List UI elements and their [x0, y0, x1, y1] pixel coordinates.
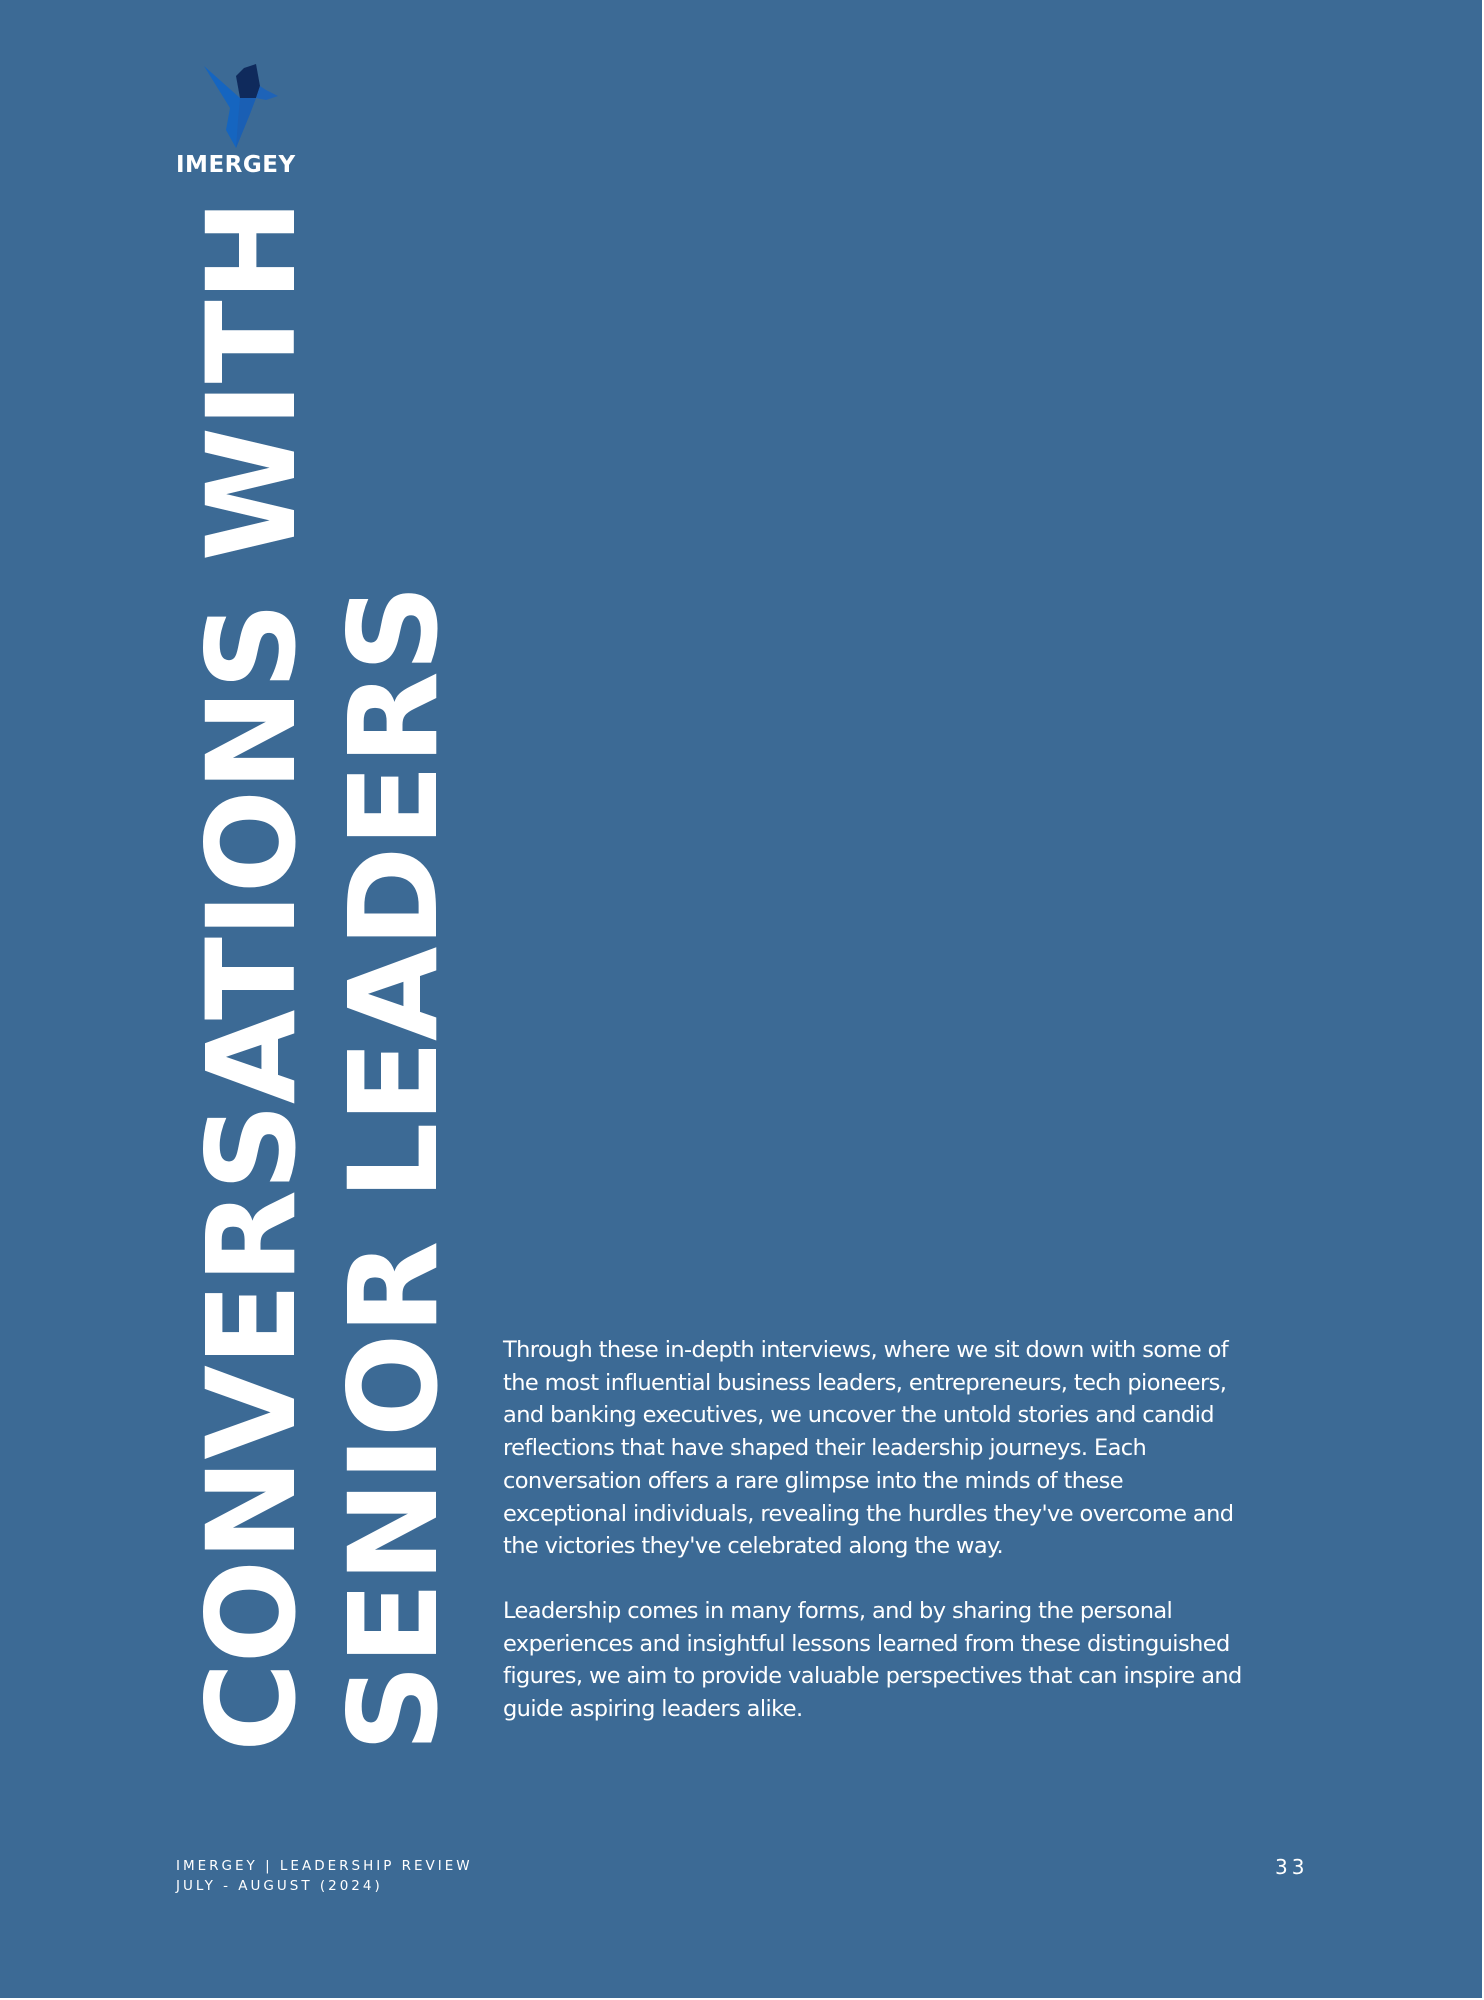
article-headline	[181, 200, 465, 1752]
footer-issue-date: JULY - AUGUST (2024)	[176, 1878, 383, 1894]
headline-line-1: CONVERSATIONS WITH	[181, 200, 323, 1752]
intro-paragraph-1: Through these in-depth interviews, where we sit down with some of the most influential business leaders, entrepreneurs, tech pioneers, and banking executives, we uncover the untold stories and candid reflections that have shaped their leadership journeys. Each conversation offers a rare glimpse into the minds of these exceptional individuals, revealing the hurdles they've overcome and the victories they've celebrated along the way.	[503, 1337, 1234, 1560]
footer-publication-name: IMERGEY | LEADERSHIP REVIEW	[176, 1858, 473, 1874]
brand-logo	[176, 62, 306, 182]
page-number: 33	[1275, 1855, 1309, 1879]
bird-icon	[200, 62, 280, 148]
brand-wordmark: IMERGEY	[176, 152, 296, 178]
headline-line-2: SENIOR LEADERS	[323, 585, 465, 1752]
footer-publication-info	[176, 1856, 473, 1896]
intro-paragraph-2: Leadership comes in many forms, and by sharing the personal experiences and insightful lessons learned from these distinguished figures, we aim to provide valuable perspectives that can inspire and guide aspiring leaders alike.	[503, 1597, 1242, 1723]
article-intro	[503, 1334, 1243, 1758]
